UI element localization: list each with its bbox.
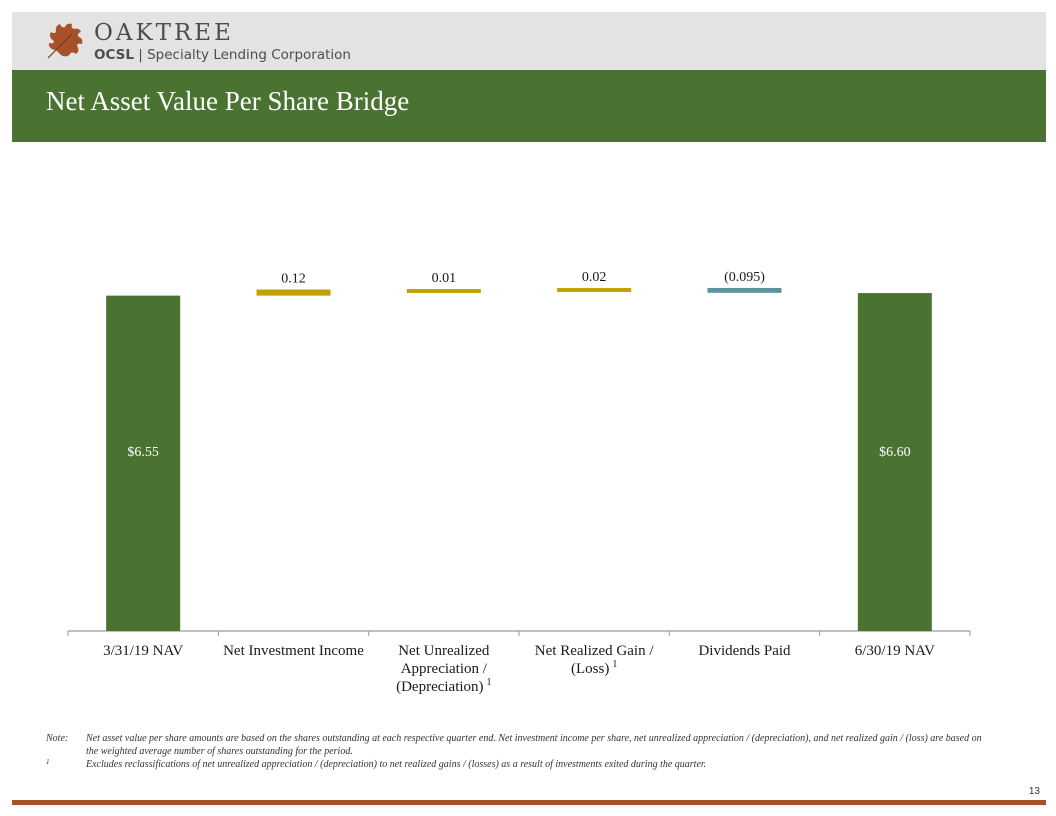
category-label-3: (Depreciation) $^1$ [396, 677, 492, 695]
footnote-text: Excludes reclassifications of net unrealized appreciation / (depreciation) to net realized gains / (losses) as a result of investments exited during the quarter. [86, 759, 707, 770]
bar-2 [257, 289, 331, 295]
data-label-5: (0.095) [724, 269, 765, 285]
bar-5 [708, 288, 782, 293]
brand-name: OAKTREE [94, 20, 234, 46]
category-label-6: 6/30/19 NAV [854, 643, 935, 659]
category-label-4: (Loss) $^1$ [571, 659, 618, 677]
bar-6 [858, 293, 932, 631]
category-label-3: Appreciation / [400, 661, 487, 677]
data-label-2: 0.12 [281, 271, 306, 287]
data-label-3: 0.01 [431, 270, 457, 286]
category-label-1: 3/31/19 NAV [103, 643, 184, 659]
page-title: Net Asset Value Per Share Bridge [46, 86, 410, 116]
category-label-5: Dividends Paid [698, 643, 791, 659]
bar-3 [407, 289, 481, 293]
data-label-4: 0.02 [581, 269, 607, 285]
brand-ticker: OCSL [94, 47, 134, 63]
data-label-1: $6.55 [127, 445, 159, 460]
page-number: 13 [1028, 786, 1040, 797]
note-label: Note: [46, 733, 69, 744]
footnote-label: 1 [46, 758, 50, 766]
note-text: Net asset value per share amounts are based on the shares outstanding at each respective quarter end. Net investment income per share, net unrealized appreciation / (depreciation), and net realized gain / (loss) are based on the weighted average number of shares outstanding for the period. [86, 733, 982, 757]
category-label-2: Net Investment Income [223, 643, 364, 659]
chart-notes [46, 732, 1006, 771]
bar-4 [557, 288, 631, 292]
category-label-3: Net Unrealized [398, 643, 490, 659]
brand-subtitle-text: | Specialty Lending Corporation [138, 47, 351, 63]
footer-line [12, 800, 1046, 805]
category-label-4: Net Realized Gain / [534, 643, 654, 659]
data-label-6: $6.60 [879, 445, 911, 460]
bar-1 [106, 296, 180, 631]
